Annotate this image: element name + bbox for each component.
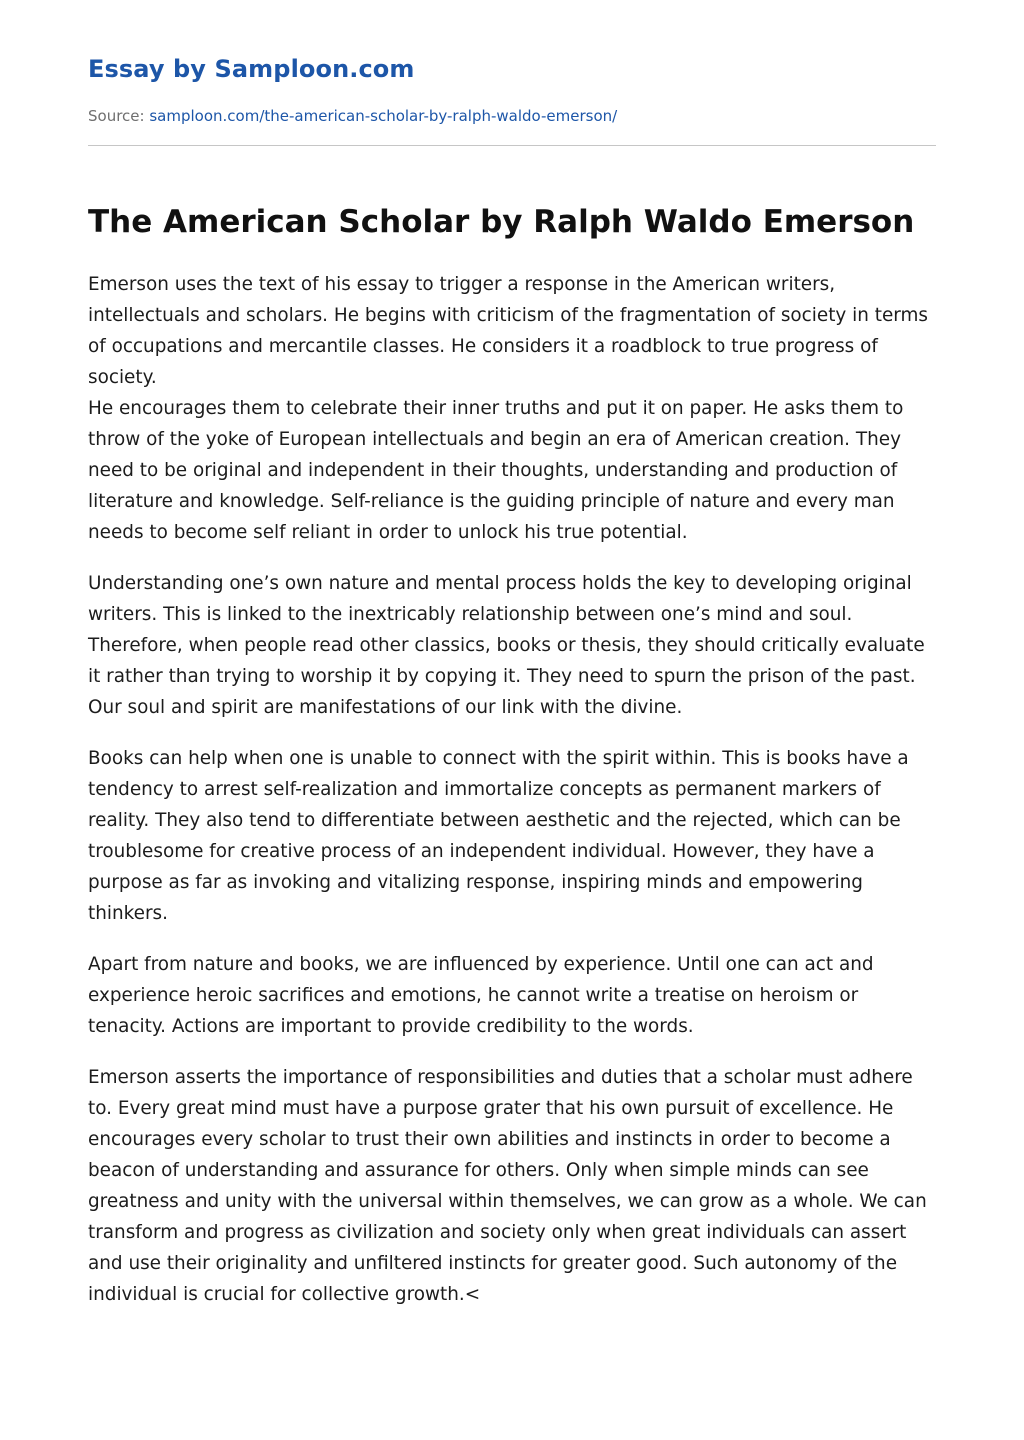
paragraph-4: [88, 949, 940, 1042]
paragraph-1-part-2: He encourages them to celebrate their inner truths and put it on paper. He asks them to throw of the yoke of European intellectuals and begin an era of American creation. They need to be original and independent in their thoughts, understanding and production of literature and knowledge. Self-reliance is the guiding principle of nature and every man needs to become self reliant in order to unlock his true potential.: [88, 398, 904, 543]
site-brand: Essay by Samploon.com: [88, 55, 415, 83]
paragraph-1-part-1: Emerson uses the text of his essay to trigger a response in the American writers, intellectuals and scholars. He begins with criticism of the fragmentation of society in terms of occupations and mercantile classes. He considers it a roadblock to true progress of society.: [88, 274, 929, 388]
paragraph-2-text: Understanding one’s own nature and mental process holds the key to developing original writers. This is linked to the inextricably relationship between one’s mind and soul. Therefore, when people read other classics, books or thesis, they should critically evaluate it rather than trying to worship it by copying it. They need to spurn the prison of the past. Our soul and spirit are manifestations of our link with the divine.: [88, 573, 925, 718]
essay-title: The American Scholar by Ralph Waldo Emerson: [88, 204, 915, 240]
source-link[interactable]: samploon.com/the-american-scholar-by-ralph-waldo-emerson/: [149, 107, 618, 125]
header-divider: [88, 145, 936, 146]
paragraph-4-text: Apart from nature and books, we are influenced by experience. Until one can act and experience heroic sacrifices and emotions, he cannot write a treatise on heroism or tenacity. Actions are important to provide credibility to the words.: [88, 954, 874, 1037]
paragraph-3: [88, 743, 940, 929]
paragraph-5-text: Emerson asserts the importance of responsibilities and duties that a scholar must adhere to. Every great mind must have a purpose grater that his own pursuit of excellence. He encourages every scholar to trust their own abilities and instincts in order to become a beacon of understanding and assurance for others. Only when simple minds can see greatness and unity with the universal within themselves, we can grow as a whole. We can transform and progress as civilization and society only when great individuals can assert and use their originality and unfiltered instincts for greater good. Such autonomy of the individual is crucial for collective growth.<: [88, 1067, 927, 1305]
source-label: Source:: [88, 107, 145, 125]
paragraph-1: [88, 269, 940, 548]
source-line: [88, 106, 617, 126]
essay-body: [88, 269, 940, 1330]
paragraph-3-text: Books can help when one is unable to connect with the spirit within. This is books have a tendency to arrest self-realization and immortalize concepts as permanent markers of reality. They also tend to differentiate between aesthetic and the rejected, which can be troublesome for creative process of an independent individual. However, they have a purpose as far as invoking and vitalizing response, inspiring minds and empowering thinkers.: [88, 748, 909, 924]
paragraph-5: [88, 1062, 940, 1310]
paragraph-2: [88, 568, 940, 723]
